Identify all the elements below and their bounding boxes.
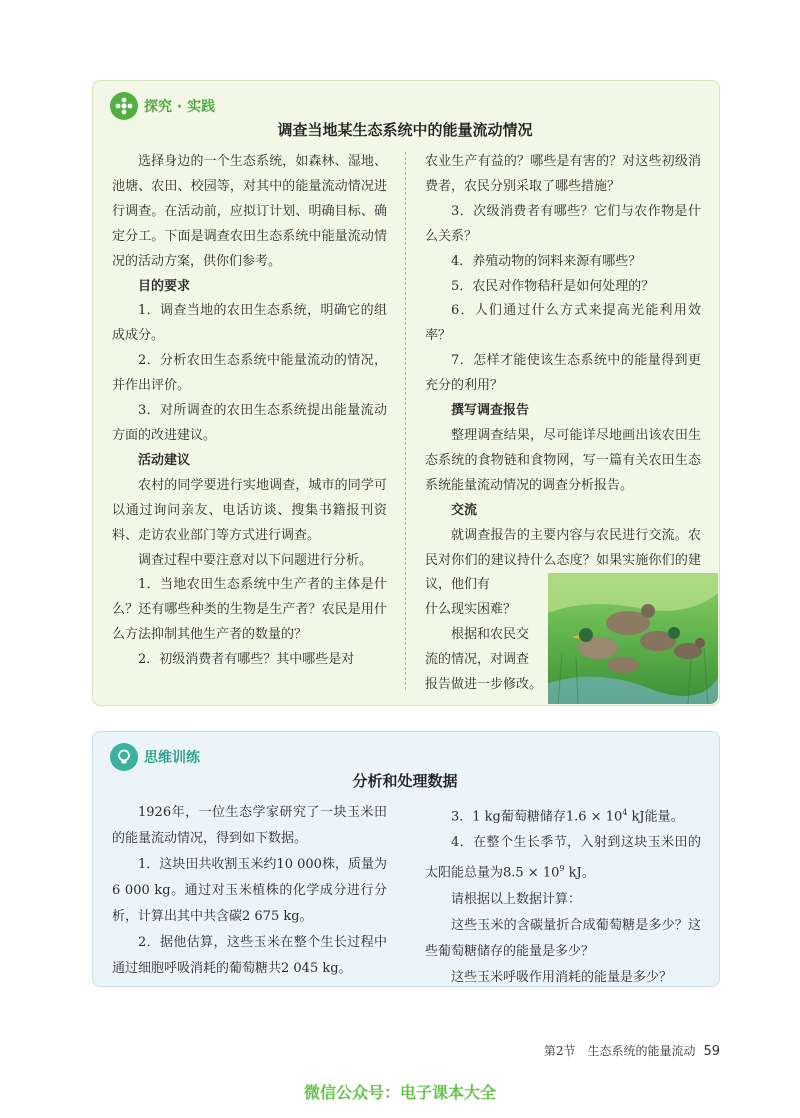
exchange-heading: 交流 — [451, 502, 478, 518]
question-item: 5．农民对作物秸秆是如何处理的？ — [451, 278, 655, 294]
activity-title: 调查当地某生态系统中的能量流动情况 — [277, 121, 533, 139]
ducks-rice-field-photo — [548, 573, 718, 704]
footer-section-label: 第2节 生态系统的能量流动 — [543, 1044, 696, 1058]
question-item: 4．养殖动物的饲料来源有哪些？ — [451, 253, 642, 269]
goals-heading: 目的要求 — [138, 278, 191, 294]
calc-question: 这些玉米呼吸作用消耗的能量是多少？ — [451, 969, 673, 985]
goal-item: 2．分析农田生态系统中能量流动的情况，并作出评价。 — [112, 353, 387, 394]
activity-paragraph: 农村的同学要进行实地调查，城市的同学可以通过询问亲友、电话访谈、搜集书籍报刊资料、走访农业部门等方式进行调查。 — [112, 477, 387, 543]
calc-prompt: 请根据以上数据计算： — [451, 891, 582, 907]
revise-line: 流的情况，对调查 — [425, 652, 530, 668]
lightbulb-icon — [110, 743, 138, 771]
question-item: 1．当地农田生态系统中生产者的主体是什么？还有哪些种类的生物是生产者？农民是用什么方法抑制其他生产者的数量的？ — [112, 577, 387, 643]
flower-icon — [110, 92, 138, 120]
data-intro: 1926年，一位生态学家研究了一块玉米田的能量流动情况，得到如下数据。 — [112, 805, 387, 846]
badge-label: 思维训练 — [144, 750, 200, 766]
data-item: 2．据他估算，这些玉米在整个生长过程中通过细胞呼吸消耗的葡萄糖共2 045 kg。 — [112, 935, 387, 976]
revise-line: 根据和农民交 — [451, 627, 530, 643]
calc-question: 这些玉米的含碳量折合成葡萄糖是多少？这些葡萄糖储存的能量是多少？ — [425, 917, 701, 959]
exchange-paragraph: 就调查报告的主要内容与农民进行交流。农民对你们的建议持什么态度？如果实施你们的建议，他们有 — [425, 527, 701, 593]
data-right-column — [425, 800, 701, 991]
data-left-column — [112, 800, 387, 982]
explore-practice-badge — [110, 92, 215, 120]
data-item: 4．在整个生长季节，入射到这块玉米田的太阳能总量为$8.5 \times 10^9$ kJ。 — [425, 835, 701, 881]
goal-item: 1．调查当地的农田生态系统，明确它的组成成分。 — [112, 303, 387, 344]
thinking-training-badge — [110, 743, 200, 771]
exchange-paragraph-end: 什么现实困难？ — [425, 602, 517, 618]
activity-suggestions-heading: 活动建议 — [138, 452, 191, 468]
page-number: 59 — [703, 1044, 720, 1059]
badge-label: 探究 · 实践 — [144, 99, 216, 115]
report-paragraph: 整理调查结果，尽可能详尽地画出该农田生态系统的食物链和食物网，写一篇有关农田生态系统能量流动情况的调查分析报告。 — [425, 427, 701, 493]
data-analysis-title: 分析和处理数据 — [352, 772, 458, 790]
data-item: 1．这块田共收割玉米约10 000株，质量为6 000 kg。通过对玉米植株的化学成分进行分析，计算出其中共含碳2 675 kg。 — [112, 857, 387, 924]
column-divider — [405, 152, 406, 690]
question-continued: 农业生产有益的？哪些是有害的？对这些初级消费者，农民分别采取了哪些措施？ — [425, 154, 701, 194]
question-item: 3．次级消费者有哪些？它们与农作物是什么关系？ — [425, 203, 701, 244]
activity-paragraph: 调查过程中要注意对以下问题进行分析。 — [138, 552, 373, 568]
page-footer — [470, 1042, 720, 1059]
question-item: 6．人们通过什么方式来提高光能利用效率？ — [425, 303, 701, 344]
question-item: 7．怎样才能使该生态系统中的能量得到更充分的利用？ — [425, 353, 701, 394]
data-item: 3．1 kg葡萄糖储存$1.6 \times 10^4$ kJ能量。 — [451, 808, 684, 825]
revise-line: 报告做进一步修改。 — [425, 677, 543, 693]
question-item: 2．初级消费者有哪些？其中哪些是对 — [138, 652, 355, 668]
report-heading: 撰写调查报告 — [451, 403, 530, 419]
intro-paragraph: 选择身边的一个生态系统，如森林、湿地、池塘、农田、校园等，对其中的能量流动情况进行调查。在活动前，应拟订计划、明确目标、确定分工。下面是调查农田生态系统中能量流动情况的活动方案，供你们参考。 — [112, 154, 387, 269]
activity-left-column — [112, 150, 387, 673]
wechat-watermark: 微信公众号：电子课本大全 — [303, 1083, 496, 1102]
goal-item: 3．对所调查的农田生态系统提出能量流动方面的改进建议。 — [112, 403, 387, 443]
